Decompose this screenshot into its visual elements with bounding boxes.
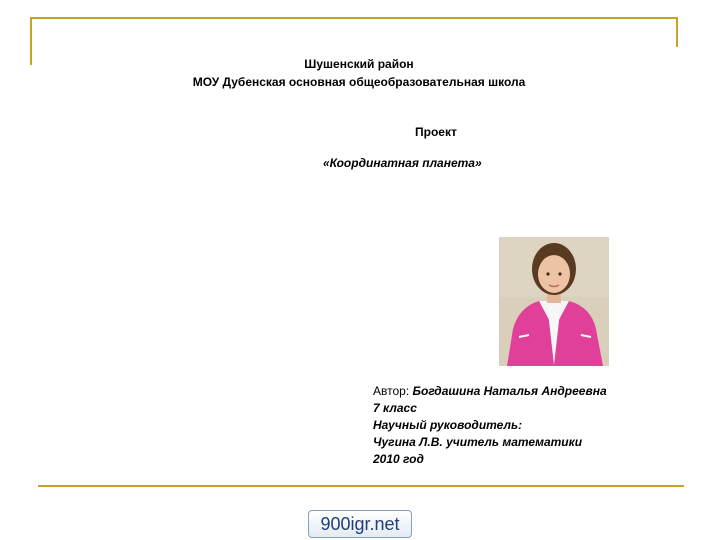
portrait-image — [499, 237, 609, 366]
top-border-line — [30, 17, 678, 19]
district-heading: Шушенский район — [304, 57, 414, 71]
school-heading: МОУ Дубенская основная общеобразовательная школа — [192, 75, 526, 89]
author-info — [373, 383, 607, 468]
author-grade: 7 класс — [373, 401, 417, 415]
author-photo — [499, 237, 609, 366]
project-label: Проект — [415, 125, 457, 139]
watermark-link[interactable]: 900igr.net — [308, 510, 412, 538]
supervisor-name: Чугина Л.В. учитель математики — [373, 435, 583, 449]
author-line — [373, 383, 607, 400]
bottom-border-line — [38, 485, 684, 487]
author-name: Богдашина Наталья Андреевна — [412, 384, 607, 398]
project-title: «Координатная планета» — [323, 156, 482, 170]
supervisor-label: Научный руководитель: — [373, 418, 523, 432]
author-label: Автор: — [373, 384, 413, 398]
project-year: 2010 год — [373, 452, 424, 466]
right-border-line — [676, 17, 678, 47]
